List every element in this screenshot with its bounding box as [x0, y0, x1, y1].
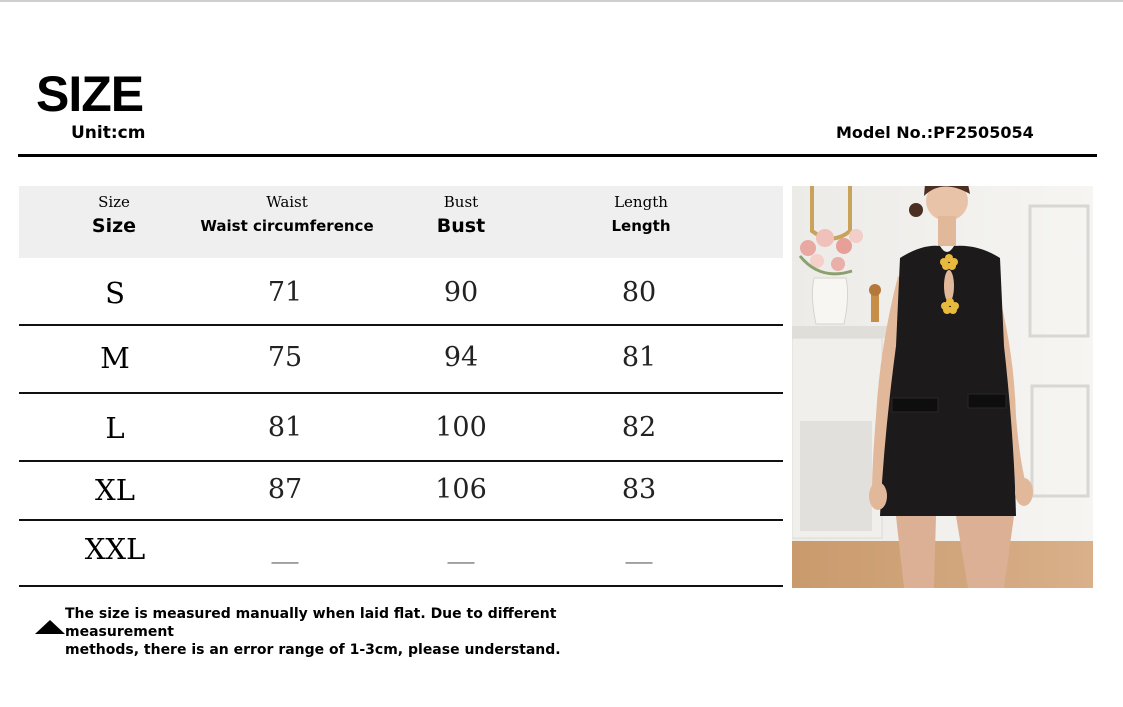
row-divider — [19, 324, 783, 326]
cell-bust: 90 — [443, 277, 479, 308]
cell-size: S — [105, 276, 125, 310]
unit-label: Unit:cm — [71, 123, 146, 143]
top-border — [0, 0, 1123, 2]
cell-size: M — [100, 341, 130, 375]
page-title: SIZE — [36, 66, 144, 122]
product-photo — [792, 186, 1093, 588]
cell-length: 81 — [621, 342, 657, 373]
cell-size: L — [105, 411, 125, 445]
column-header-length-bold: Length — [611, 217, 671, 235]
cell-waist: 71 — [267, 277, 303, 308]
cell-length: 80 — [621, 277, 657, 308]
row-divider — [19, 585, 783, 587]
cell-bust: __ — [447, 533, 475, 564]
cell-size: XXL — [84, 532, 146, 566]
column-header-waist-small: Waist — [266, 193, 308, 211]
column-header-bust — [371, 186, 551, 238]
row-divider — [19, 392, 783, 394]
column-header-bust-bold: Bust — [436, 215, 486, 237]
cell-waist: 87 — [267, 474, 303, 505]
column-header-length-small: Length — [614, 193, 668, 211]
cell-bust: 106 — [435, 474, 487, 505]
cell-length: __ — [625, 533, 653, 564]
note-line-1: The size is measured manually when laid flat. Due to different measurement — [65, 606, 557, 640]
column-header-bust-small: Bust — [443, 193, 479, 211]
measurement-note — [65, 605, 665, 659]
column-header-length — [551, 186, 731, 238]
column-header-size — [24, 186, 204, 238]
cell-size: XL — [95, 473, 135, 507]
header-divider — [18, 154, 1097, 157]
column-header-waist — [197, 186, 377, 238]
note-line-2: methods, there is an error range of 1-3cm, please understand. — [65, 642, 561, 658]
row-divider — [19, 460, 783, 462]
size-table — [19, 186, 783, 566]
warning-triangle-icon — [35, 620, 65, 634]
row-divider — [19, 519, 783, 521]
table-header — [19, 186, 783, 258]
cell-waist: 81 — [267, 412, 303, 443]
cell-bust: 100 — [435, 412, 487, 443]
cell-bust: 94 — [443, 342, 479, 373]
cell-length: 82 — [621, 412, 657, 443]
column-header-size-bold: Size — [91, 215, 137, 237]
column-header-waist-bold: Waist circumference — [200, 217, 374, 235]
column-header-size-small: Size — [98, 193, 130, 211]
cell-waist: __ — [271, 533, 299, 564]
cell-length: 83 — [621, 474, 657, 505]
model-number: Model No.:PF2505054 — [836, 123, 1034, 142]
cell-waist: 75 — [267, 342, 303, 373]
